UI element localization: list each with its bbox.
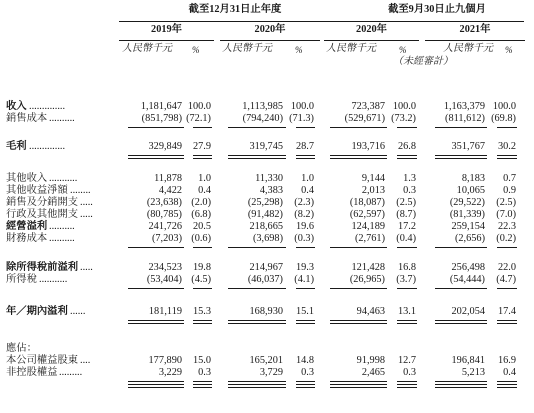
cell-gross-profit-col6: 351,767 bbox=[451, 141, 485, 152]
row-leader-dots: .......... bbox=[49, 221, 75, 232]
unit-label-2020-rmb: 人民幣千元 bbox=[222, 43, 272, 54]
cell-cost-of-sales-col6: (811,612) bbox=[445, 113, 485, 124]
rule-after-non-controlling-col5 bbox=[397, 381, 417, 382]
cell-selling-expenses-col7: (2.5) bbox=[496, 197, 516, 208]
cell-operating-profit-col4: 124,189 bbox=[351, 221, 385, 232]
cell-profit-for-period-col3: 15.1 bbox=[295, 306, 314, 317]
cell-profit-before-tax-col1: 19.8 bbox=[192, 262, 211, 273]
cell-non-controlling-col4: 2,465 bbox=[361, 367, 385, 378]
cell-equity-shareholders-col1: 15.0 bbox=[192, 355, 211, 366]
rule-after-finance-costs-col6 bbox=[435, 247, 487, 248]
rule-after-cost-of-sales-col2 bbox=[228, 127, 286, 128]
cell-equity-shareholders-col4: 91,998 bbox=[356, 355, 385, 366]
rule-after-income-tax-col2 bbox=[228, 288, 286, 289]
rule-after-gross-profit-col5 bbox=[397, 155, 417, 159]
rule-after-profit-col2 bbox=[228, 320, 286, 324]
cell-operating-profit-col0: 241,726 bbox=[148, 221, 182, 232]
cell-other-income-col1: 1.0 bbox=[198, 173, 211, 184]
period-2021-rule bbox=[425, 40, 525, 41]
cell-selling-expenses-col1: (2.0) bbox=[191, 197, 211, 208]
cell-revenue-col4: 723,387 bbox=[351, 101, 385, 112]
row-leader-dots: ........... bbox=[49, 173, 78, 184]
rule-after-non-controlling-col4 bbox=[330, 381, 387, 382]
cell-cost-of-sales-col4: (529,671) bbox=[344, 113, 385, 124]
rule-after-finance-costs-col2 bbox=[228, 247, 286, 248]
rule-after-cost-of-sales-col1 bbox=[193, 127, 212, 128]
cell-income-tax-col7: (4.7) bbox=[496, 274, 516, 285]
rule-after-profit-col1 bbox=[193, 320, 212, 324]
cell-other-income-col2: 11,330 bbox=[255, 173, 283, 184]
row-label-profit-for-period: 年／期內溢利 bbox=[6, 306, 68, 317]
cell-cost-of-sales-col3: (71.3) bbox=[289, 113, 314, 124]
rule-after-cost-of-sales-col3 bbox=[296, 127, 315, 128]
cell-revenue-col0: 1,181,647 bbox=[140, 101, 182, 112]
rule-after-finance-costs-col4 bbox=[330, 247, 387, 248]
row-leader-dots: ......... bbox=[59, 367, 83, 378]
row-leader-dots: ..... bbox=[80, 197, 93, 208]
cell-gross-profit-col1: 27.9 bbox=[192, 141, 211, 152]
year-2019-header: 2019年 bbox=[151, 24, 182, 35]
cell-cost-of-sales-col5: (73.2) bbox=[391, 113, 416, 124]
cell-other-gains-col5: 0.3 bbox=[403, 185, 416, 196]
unit-label-2020p-pct: % bbox=[399, 45, 407, 55]
unit-label-2019-rmb: 人民幣千元 bbox=[122, 43, 172, 54]
cell-finance-costs-col6: (2,656) bbox=[454, 233, 485, 244]
cell-other-income-col7: 0.7 bbox=[503, 173, 516, 184]
rule-after-income-tax-col4 bbox=[330, 288, 387, 289]
rule-after-profit-col6 bbox=[435, 320, 487, 324]
cell-other-gains-col6: 10,065 bbox=[456, 185, 485, 196]
row-label-finance-costs: 財務成本 bbox=[6, 233, 48, 244]
rule-after-finance-costs-col5 bbox=[397, 247, 417, 248]
rule-after-finance-costs-col0 bbox=[128, 247, 184, 248]
cell-finance-costs-col1: (0.6) bbox=[191, 233, 211, 244]
rule-after-non-controlling-col0 bbox=[128, 381, 184, 382]
unit-label-2021-pct: % bbox=[505, 45, 513, 55]
cell-admin-expenses-col3: (8.2) bbox=[294, 209, 314, 220]
row-label-income-tax: 所得稅 bbox=[6, 274, 37, 285]
unit-label-2020p-rmb: 人民幣千元 bbox=[326, 43, 376, 54]
rule-after-profit-col7 bbox=[497, 320, 517, 324]
cell-profit-before-tax-col7: 22.0 bbox=[497, 262, 516, 273]
rule-after-profit-col0 bbox=[128, 320, 184, 324]
rule-after-gross-profit-col3 bbox=[296, 155, 315, 159]
rule-after-gross-profit-col0 bbox=[128, 155, 184, 159]
rule-after-non-controlling-col7 bbox=[497, 381, 517, 382]
cell-revenue-col1: 100.0 bbox=[187, 101, 211, 112]
cell-profit-before-tax-col3: 19.3 bbox=[295, 262, 314, 273]
cell-non-controlling-col0: 3,229 bbox=[158, 367, 182, 378]
row-leader-dots: ........... bbox=[39, 274, 68, 285]
cell-profit-for-period-col0: 181,119 bbox=[148, 306, 182, 317]
cell-operating-profit-col5: 17.2 bbox=[397, 221, 416, 232]
rule-after-cost-of-sales-col5 bbox=[397, 127, 417, 128]
cell-operating-profit-col7: 22.3 bbox=[497, 221, 516, 232]
cell-finance-costs-col3: (0.3) bbox=[294, 233, 314, 244]
rule-after-income-tax-col5 bbox=[397, 288, 417, 289]
rule-final-col4 bbox=[330, 384, 387, 388]
unit-label-2020-pct: % bbox=[295, 45, 303, 55]
cell-selling-expenses-col0: (23,638) bbox=[146, 197, 182, 208]
row-label-admin-expenses: 行政及其他開支 bbox=[6, 209, 79, 220]
cell-other-gains-col2: 4,383 bbox=[259, 185, 283, 196]
cell-equity-shareholders-col0: 177,890 bbox=[148, 355, 182, 366]
rule-after-finance-costs-col1 bbox=[193, 247, 212, 248]
cell-revenue-col7: 100.0 bbox=[492, 101, 516, 112]
cell-revenue-col6: 1,163,379 bbox=[443, 101, 485, 112]
cell-profit-for-period-col1: 15.3 bbox=[192, 306, 211, 317]
rule-after-profit-col3 bbox=[296, 320, 315, 324]
cell-admin-expenses-col1: (6.8) bbox=[191, 209, 211, 220]
row-leader-dots: ........ bbox=[70, 185, 91, 196]
cell-equity-shareholders-col2: 165,201 bbox=[249, 355, 283, 366]
rule-after-income-tax-col3 bbox=[296, 288, 315, 289]
rule-after-income-tax-col0 bbox=[128, 288, 184, 289]
cell-selling-expenses-col6: (29,522) bbox=[449, 197, 485, 208]
row-leader-dots: .............. bbox=[29, 141, 66, 152]
cell-other-income-col0: 11,878 bbox=[154, 173, 182, 184]
row-label-revenue: 收入 bbox=[6, 101, 27, 112]
cell-profit-for-period-col6: 202,054 bbox=[451, 306, 485, 317]
period-2021-header: 2021年 bbox=[459, 24, 491, 35]
rule-after-cost-of-sales-col7 bbox=[497, 127, 517, 128]
cell-operating-profit-col1: 20.5 bbox=[192, 221, 211, 232]
rule-final-col7 bbox=[497, 384, 517, 388]
cell-equity-shareholders-col7: 16.9 bbox=[497, 355, 516, 366]
rule-after-non-controlling-col6 bbox=[435, 381, 487, 382]
cell-admin-expenses-col6: (81,339) bbox=[449, 209, 485, 220]
rule-after-non-controlling-col3 bbox=[296, 381, 315, 382]
cell-other-gains-col0: 4,422 bbox=[158, 185, 182, 196]
cell-income-tax-col5: (3.7) bbox=[396, 274, 416, 285]
cell-non-controlling-col1: 0.3 bbox=[198, 367, 211, 378]
cell-other-gains-col7: 0.9 bbox=[503, 185, 516, 196]
rule-after-profit-col4 bbox=[330, 320, 387, 324]
unit-label-2019-pct: % bbox=[192, 45, 200, 55]
rule-after-non-controlling-col1 bbox=[193, 381, 212, 382]
cell-admin-expenses-col7: (7.0) bbox=[496, 209, 516, 220]
cell-revenue-col2: 1,113,985 bbox=[242, 101, 283, 112]
cell-gross-profit-col5: 26.8 bbox=[397, 141, 416, 152]
cell-cost-of-sales-col0: (851,798) bbox=[141, 113, 182, 124]
cell-income-tax-col3: (4.1) bbox=[294, 274, 314, 285]
cell-income-tax-col2: (46,037) bbox=[247, 274, 283, 285]
unaudited-note: （未經審計） bbox=[393, 56, 453, 67]
rule-after-cost-of-sales-col0 bbox=[128, 127, 184, 128]
row-label-other-income: 其他收入 bbox=[6, 173, 48, 184]
cell-other-gains-col4: 2,013 bbox=[361, 185, 385, 196]
year-2020-header: 2020年 bbox=[254, 24, 286, 35]
cell-selling-expenses-col4: (18,087) bbox=[349, 197, 385, 208]
cell-other-gains-col3: 0.4 bbox=[301, 185, 314, 196]
year-2020-rule bbox=[220, 40, 320, 41]
cell-admin-expenses-col0: (80,785) bbox=[146, 209, 182, 220]
cell-profit-before-tax-col0: 234,523 bbox=[148, 262, 182, 273]
row-leader-dots: ..... bbox=[80, 262, 93, 273]
rule-after-finance-costs-col7 bbox=[497, 247, 517, 248]
cell-finance-costs-col5: (0.4) bbox=[396, 233, 416, 244]
cell-cost-of-sales-col1: (72.1) bbox=[186, 113, 211, 124]
period-2020-rule bbox=[324, 40, 419, 41]
cell-profit-for-period-col5: 13.1 bbox=[397, 306, 416, 317]
cell-selling-expenses-col5: (2.5) bbox=[396, 197, 416, 208]
cell-revenue-col5: 100.0 bbox=[392, 101, 416, 112]
cell-profit-for-period-col4: 94,463 bbox=[356, 306, 385, 317]
cell-finance-costs-col2: (3,698) bbox=[252, 233, 283, 244]
rule-after-gross-profit-col7 bbox=[497, 155, 517, 159]
cell-profit-before-tax-col6: 256,498 bbox=[451, 262, 485, 273]
cell-other-income-col4: 9,144 bbox=[361, 173, 385, 184]
cell-gross-profit-col7: 30.2 bbox=[497, 141, 516, 152]
cell-selling-expenses-col3: (2.3) bbox=[294, 197, 314, 208]
rule-after-income-tax-col7 bbox=[497, 288, 517, 289]
rule-after-cost-of-sales-col6 bbox=[435, 127, 487, 128]
row-label-operating-profit: 經營溢利 bbox=[6, 221, 48, 232]
cell-gross-profit-col4: 193,716 bbox=[351, 141, 385, 152]
nine-months-header: 截至9月30日止九個月 bbox=[388, 4, 486, 15]
cell-other-income-col3: 1.0 bbox=[301, 173, 314, 184]
rule-after-gross-profit-col1 bbox=[193, 155, 212, 159]
unit-label-2021-rmb: 人民幣千元 bbox=[443, 43, 493, 54]
nine-months-rule bbox=[324, 21, 524, 22]
cell-non-controlling-col7: 0.4 bbox=[503, 367, 516, 378]
year-end-rule bbox=[119, 21, 324, 22]
cell-non-controlling-col5: 0.3 bbox=[403, 367, 416, 378]
row-label-cost-of-sales: 銷售成本 bbox=[6, 113, 48, 124]
row-leader-dots: .............. bbox=[29, 101, 66, 112]
cell-gross-profit-col2: 319,745 bbox=[249, 141, 283, 152]
rule-after-profit-col5 bbox=[397, 320, 417, 324]
rule-after-non-controlling-col2 bbox=[228, 381, 286, 382]
rule-final-col2 bbox=[228, 384, 286, 388]
cell-finance-costs-col4: (2,761) bbox=[354, 233, 385, 244]
cell-admin-expenses-col4: (62,597) bbox=[349, 209, 385, 220]
row-label-gross-profit: 毛利 bbox=[6, 141, 27, 152]
cell-finance-costs-col7: (0.2) bbox=[496, 233, 516, 244]
cell-profit-before-tax-col4: 121,428 bbox=[351, 262, 385, 273]
cell-non-controlling-col3: 0.3 bbox=[301, 367, 314, 378]
cell-income-tax-col4: (26,965) bbox=[349, 274, 385, 285]
row-label-equity-shareholders: 本公司權益股東 bbox=[6, 355, 79, 366]
cell-cost-of-sales-col7: (69.8) bbox=[491, 113, 516, 124]
cell-other-gains-col1: 0.4 bbox=[198, 185, 211, 196]
cell-non-controlling-col2: 3,729 bbox=[259, 367, 283, 378]
cell-profit-for-period-col2: 168,930 bbox=[249, 306, 283, 317]
rule-final-col1 bbox=[193, 384, 212, 388]
attributable-label: 應佔： bbox=[6, 343, 37, 354]
cell-revenue-col3: 100.0 bbox=[290, 101, 314, 112]
cell-cost-of-sales-col2: (794,240) bbox=[242, 113, 283, 124]
row-leader-dots: .......... bbox=[49, 233, 75, 244]
cell-income-tax-col0: (53,404) bbox=[146, 274, 182, 285]
cell-operating-profit-col6: 259,154 bbox=[451, 221, 485, 232]
cell-profit-before-tax-col5: 16.8 bbox=[397, 262, 416, 273]
rule-after-income-tax-col1 bbox=[193, 288, 212, 289]
cell-admin-expenses-col2: (91,482) bbox=[247, 209, 283, 220]
cell-other-income-col6: 8,183 bbox=[461, 173, 485, 184]
row-label-non-controlling: 非控股權益 bbox=[6, 367, 58, 378]
cell-admin-expenses-col5: (8.7) bbox=[396, 209, 416, 220]
row-leader-dots: ..... bbox=[80, 209, 93, 220]
rule-after-gross-profit-col2 bbox=[228, 155, 286, 159]
rule-final-col0 bbox=[128, 384, 184, 388]
row-label-profit-before-tax: 除所得稅前溢利 bbox=[6, 262, 79, 273]
rule-final-col3 bbox=[296, 384, 315, 388]
rule-final-col6 bbox=[435, 384, 487, 388]
cell-gross-profit-col0: 329,849 bbox=[148, 141, 182, 152]
cell-operating-profit-col2: 218,665 bbox=[249, 221, 283, 232]
period-2020-header: 2020年 bbox=[356, 24, 387, 35]
year-2019-rule bbox=[119, 40, 214, 41]
rule-after-income-tax-col6 bbox=[435, 288, 487, 289]
cell-profit-before-tax-col2: 214,967 bbox=[249, 262, 283, 273]
row-label-other-gains: 其他收益淨額 bbox=[6, 185, 68, 196]
year-end-header: 截至12月31日止年度 bbox=[188, 4, 282, 15]
rule-after-gross-profit-col6 bbox=[435, 155, 487, 159]
rule-after-cost-of-sales-col4 bbox=[330, 127, 387, 128]
cell-non-controlling-col6: 5,213 bbox=[461, 367, 485, 378]
cell-income-tax-col1: (4.5) bbox=[191, 274, 211, 285]
rule-after-finance-costs-col3 bbox=[296, 247, 315, 248]
cell-finance-costs-col0: (7,203) bbox=[151, 233, 182, 244]
cell-equity-shareholders-col5: 12.7 bbox=[397, 355, 416, 366]
cell-equity-shareholders-col3: 14.8 bbox=[295, 355, 314, 366]
cell-income-tax-col6: (54,444) bbox=[449, 274, 485, 285]
rule-final-col5 bbox=[397, 384, 417, 388]
cell-gross-profit-col3: 28.7 bbox=[295, 141, 314, 152]
row-leader-dots: .......... bbox=[49, 113, 75, 124]
row-leader-dots: ...... bbox=[70, 306, 86, 317]
cell-operating-profit-col3: 19.6 bbox=[295, 221, 314, 232]
row-leader-dots: .... bbox=[80, 355, 91, 366]
rule-after-gross-profit-col4 bbox=[330, 155, 387, 159]
cell-profit-for-period-col7: 17.4 bbox=[497, 306, 516, 317]
cell-other-income-col5: 1.3 bbox=[403, 173, 416, 184]
cell-selling-expenses-col2: (25,298) bbox=[247, 197, 283, 208]
cell-equity-shareholders-col6: 196,841 bbox=[451, 355, 485, 366]
row-label-selling-expenses: 銷售及分銷開支 bbox=[6, 197, 79, 208]
